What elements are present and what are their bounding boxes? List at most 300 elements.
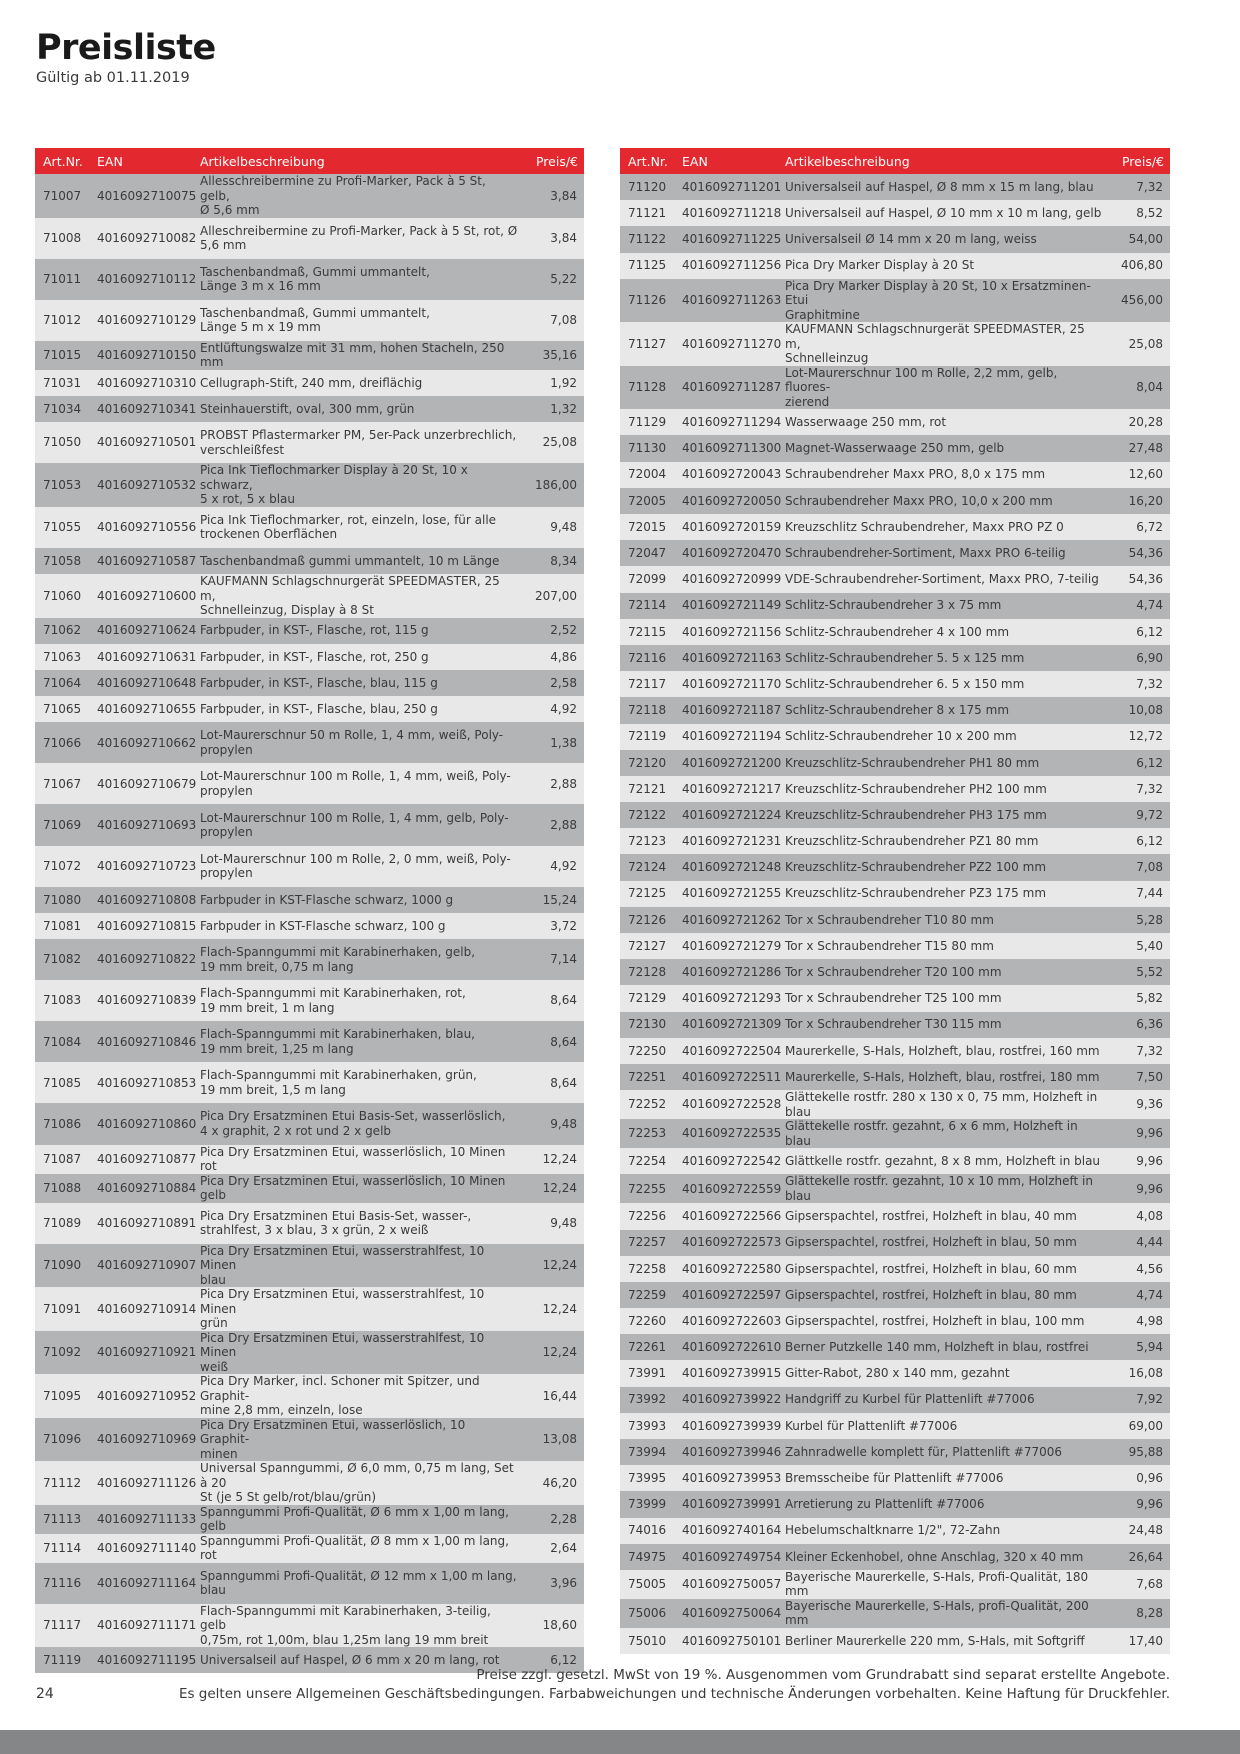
article-number: 71091 [35,1287,89,1331]
article-number: 72256 [620,1203,674,1229]
table-row [620,566,1170,592]
table-row [35,422,584,463]
article-price: 4,98 [1108,1308,1170,1334]
article-description: Kleiner Eckenhobel, ohne Anschlag, 320 x 40 mm [777,1544,1108,1570]
table-row [620,671,1170,697]
table-row [620,1570,1170,1599]
ean-code: 4016092711133 [89,1505,192,1534]
article-price: 5,52 [1108,959,1170,985]
article-number: 71117 [35,1604,89,1648]
article-number: 72122 [620,802,674,828]
article-number: 71081 [35,913,89,939]
article-price: 2,58 [522,670,584,696]
article-number: 72251 [620,1064,674,1090]
bottom-bar [0,1730,1240,1754]
article-description: Wasserwaage 250 mm, rot [777,409,1108,435]
ean-code: 4016092710655 [89,696,192,722]
table-row [620,828,1170,854]
ean-code: 4016092749754 [674,1544,777,1570]
table-row [620,959,1170,985]
article-price: 12,24 [522,1174,584,1203]
table-row [620,1038,1170,1064]
article-description: Tor x Schraubendreher T25 100 mm [777,985,1108,1011]
article-number: 71008 [35,218,89,259]
article-price: 4,92 [522,696,584,722]
article-price: 1,38 [522,722,584,763]
article-price: 3,96 [522,1563,584,1604]
ean-code: 4016092710624 [89,618,192,644]
article-number: 73994 [620,1439,674,1465]
ean-code: 4016092721170 [674,671,777,697]
ean-code: 4016092711218 [674,200,777,226]
article-description: PROBST Pflastermarker PM, 5er-Pack unzerbrechlich, verschleißfest [192,422,522,463]
table-row [620,366,1170,410]
article-price: 406,80 [1108,253,1170,279]
article-price: 6,12 [1108,750,1170,776]
article-description: Pica Dry Marker Display à 20 St [777,253,1108,279]
ean-code: 4016092721293 [674,985,777,1011]
article-description: Glättkelle rostfr. gezahnt, 8 x 8 mm, Holzheft in blau [777,1148,1108,1174]
article-price: 9,48 [522,507,584,548]
article-description: Berner Putzkelle 140 mm, Holzheft in blau, rostfrei [777,1334,1108,1360]
article-price: 4,92 [522,846,584,887]
article-price: 2,64 [522,1534,584,1563]
table-row [35,1244,584,1288]
footer-note-line-2: Es gelten unsere Allgemeinen Geschäftsbedingungen. Farbabweichungen und technische Änderungen vorbehalten. Keine Haftung für Druckfehler. [178,1686,1170,1702]
article-price: 9,96 [1108,1491,1170,1517]
article-number: 74975 [620,1544,674,1570]
article-description: Lot-Maurerschnur 100 m Rolle, 1, 4 mm, weiß, Poly- propylen [192,763,522,804]
table-row [35,887,584,913]
ean-code: 4016092710877 [89,1145,192,1174]
article-number: 71058 [35,548,89,574]
table-row [35,507,584,548]
article-number: 71089 [35,1203,89,1244]
ean-code: 4016092711126 [89,1461,192,1505]
article-price: 5,40 [1108,933,1170,959]
ean-code: 4016092750057 [674,1570,777,1599]
article-price: 4,86 [522,644,584,670]
article-price: 0,96 [1108,1465,1170,1491]
article-description: Bayerische Maurerkelle, S-Hals, Profi-Qualität, 180 mm [777,1570,1108,1599]
article-number: 71113 [35,1505,89,1534]
article-description: Gipserspachtel, rostfrei, Holzheft in blau, 50 mm [777,1230,1108,1256]
table-row [35,722,584,763]
ean-code: 4016092710600 [89,574,192,618]
table-row [35,1174,584,1203]
footer-note [179,1666,1170,1704]
article-price: 7,32 [1108,174,1170,200]
table-row [620,1090,1170,1119]
table-row [35,463,584,507]
article-description: Allesschreibermine zu Profi-Marker, Pack à 5 St, gelb, Ø 5,6 mm [192,174,522,218]
article-number: 72114 [620,593,674,619]
ean-code: 4016092722580 [674,1256,777,1282]
ean-code: 4016092710914 [89,1287,192,1331]
article-number: 71031 [35,370,89,396]
article-description: Tor x Schraubendreher T30 115 mm [777,1012,1108,1038]
article-price: 10,08 [1108,697,1170,723]
article-description: Gipserspachtel, rostfrei, Holzheft in blau, 60 mm [777,1256,1108,1282]
article-description: Steinhauerstift, oval, 300 mm, grün [192,396,522,422]
article-number: 72121 [620,776,674,802]
table-row [620,1119,1170,1148]
article-price: 5,82 [1108,985,1170,1011]
ean-code: 4016092721194 [674,724,777,750]
article-description: Universalseil Ø 14 mm x 20 m lang, weiss [777,226,1108,252]
article-number: 72099 [620,566,674,592]
article-price: 3,72 [522,913,584,939]
article-price: 6,12 [1108,828,1170,854]
ean-code: 4016092710082 [89,218,192,259]
article-description: Entlüftungswalze mit 31 mm, hohen Stacheln, 250 mm [192,341,522,370]
price-table-right [620,148,1170,1654]
table-row [35,218,584,259]
ean-code: 4016092720999 [674,566,777,592]
article-description: Bayerische Maurerkelle, S-Hals, profi-Qualität, 200 mm [777,1599,1108,1628]
article-description: Pica Dry Ersatzminen Etui Basis-Set, wasserlöslich, 4 x graphit, 2 x rot und 2 x gelb [192,1103,522,1144]
column-header-price: Preis/€ [1108,148,1170,174]
article-number: 71067 [35,763,89,804]
table-row [620,1628,1170,1654]
article-number: 72118 [620,697,674,723]
table-row [620,1465,1170,1491]
ean-code: 4016092739922 [674,1387,777,1413]
ean-code: 4016092721217 [674,776,777,802]
table-row [620,1518,1170,1544]
article-number: 71082 [35,939,89,980]
table-header-row [620,148,1170,174]
table-row [35,618,584,644]
article-price: 5,22 [522,259,584,300]
table-row [35,1461,584,1505]
ean-code: 4016092710150 [89,341,192,370]
article-description: Bremsscheibe für Plattenlift #77006 [777,1465,1108,1491]
table-row [620,619,1170,645]
table-row [620,1387,1170,1413]
article-number: 71053 [35,463,89,507]
article-price: 8,64 [522,1062,584,1103]
ean-code: 4016092721309 [674,1012,777,1038]
article-price: 9,96 [1108,1119,1170,1148]
ean-code: 4016092720470 [674,540,777,566]
article-description: Pica Dry Ersatzminen Etui, wasserstrahlfest, 10 Minen blau [192,1244,522,1288]
article-number: 71060 [35,574,89,618]
article-description: Kreuzschlitz-Schraubendreher PH2 100 mm [777,776,1108,802]
ean-code: 4016092739915 [674,1360,777,1386]
table-row [620,1413,1170,1439]
table-row [620,1064,1170,1090]
table-row [620,1308,1170,1334]
article-price: 16,20 [1108,488,1170,514]
ean-code: 4016092721231 [674,828,777,854]
ean-code: 4016092710891 [89,1203,192,1244]
table-row [35,846,584,887]
article-number: 72005 [620,488,674,514]
article-price: 5,94 [1108,1334,1170,1360]
article-description: Pica Dry Marker Display à 20 St, 10 x Ersatzminen-Etui Graphitmine [777,279,1108,323]
article-number: 71120 [620,174,674,200]
article-number: 71125 [620,253,674,279]
table-row [35,1418,584,1462]
article-description: Farbpuder, in KST-, Flasche, rot, 115 g [192,618,522,644]
column-header-ean: EAN [89,148,192,174]
article-number: 73993 [620,1413,674,1439]
article-number: 72123 [620,828,674,854]
article-number: 71011 [35,259,89,300]
table-row [620,802,1170,828]
table-row [620,724,1170,750]
article-number: 73991 [620,1360,674,1386]
article-description: Farbpuder in KST-Flasche schwarz, 100 g [192,913,522,939]
article-number: 72252 [620,1090,674,1119]
table-row [35,1021,584,1062]
article-number: 71096 [35,1418,89,1462]
article-price: 12,24 [522,1244,584,1288]
article-number: 72257 [620,1230,674,1256]
article-price: 16,44 [522,1374,584,1418]
article-description: Pica Dry Ersatzminen Etui, wasserstrahlfest, 10 Minen grün [192,1287,522,1331]
table-row [620,933,1170,959]
article-price: 2,28 [522,1505,584,1534]
ean-code: 4016092722504 [674,1038,777,1064]
ean-code: 4016092721262 [674,907,777,933]
ean-code: 4016092722597 [674,1282,777,1308]
article-price: 9,72 [1108,802,1170,828]
ean-code: 4016092721156 [674,619,777,645]
table-row [35,174,584,218]
ean-code: 4016092710952 [89,1374,192,1418]
article-description: Lot-Maurerschnur 100 m Rolle, 1, 4 mm, gelb, Poly- propylen [192,804,522,845]
ean-code: 4016092710310 [89,370,192,396]
article-price: 7,14 [522,939,584,980]
article-description: Pica Dry Ersatzminen Etui Basis-Set, wasser-, strahlfest, 3 x blau, 3 x grün, 2 x weiß [192,1203,522,1244]
article-price: 2,88 [522,763,584,804]
article-price: 8,64 [522,980,584,1021]
table-row [35,1604,584,1648]
article-description: Farbpuder, in KST-, Flasche, rot, 250 g [192,644,522,670]
article-price: 2,52 [522,618,584,644]
table-row [620,1599,1170,1628]
ean-code: 4016092710846 [89,1021,192,1062]
table-row [35,670,584,696]
ean-code: 4016092710853 [89,1062,192,1103]
article-description: Schraubendreher-Sortiment, Maxx PRO 6-teilig [777,540,1108,566]
article-description: Universalseil auf Haspel, Ø 6 mm x 20 m lang, rot [192,1647,522,1673]
ean-code: 4016092721200 [674,750,777,776]
price-table [620,148,1170,1654]
article-number: 71012 [35,300,89,341]
article-number: 71130 [620,435,674,461]
ean-code: 4016092710839 [89,980,192,1021]
article-description: Pica Dry Ersatzminen Etui, wasserlöslich, 10 Minen gelb [192,1174,522,1203]
table-row [35,1203,584,1244]
ean-code: 4016092721187 [674,697,777,723]
article-description: Alleschreibermine zu Profi-Marker, Pack à 5 St, rot, Ø 5,6 mm [192,218,522,259]
article-price: 69,00 [1108,1413,1170,1439]
article-description: Maurerkelle, S-Hals, Holzheft, blau, rostfrei, 180 mm [777,1064,1108,1090]
article-description: Schlitz-Schraubendreher 6. 5 x 150 mm [777,671,1108,697]
ean-code: 4016092711201 [674,174,777,200]
article-number: 71085 [35,1062,89,1103]
ean-code: 4016092722535 [674,1119,777,1148]
article-number: 72120 [620,750,674,776]
ean-code: 4016092710884 [89,1174,192,1203]
table-row [620,1334,1170,1360]
table-row [35,1534,584,1563]
article-price: 9,48 [522,1203,584,1244]
article-number: 72130 [620,1012,674,1038]
article-number: 71087 [35,1145,89,1174]
article-price: 54,00 [1108,226,1170,252]
article-number: 72254 [620,1148,674,1174]
ean-code: 4016092722542 [674,1148,777,1174]
article-number: 71050 [35,422,89,463]
table-row [620,593,1170,619]
article-number: 75005 [620,1570,674,1599]
article-description: Arretierung zu Plattenlift #77006 [777,1491,1108,1517]
article-description: Tor x Schraubendreher T20 100 mm [777,959,1108,985]
article-description: Pica Ink Tieflochmarker, rot, einzeln, lose, für alle trockenen Oberflächen [192,507,522,548]
article-description: Flach-Spanngummi mit Karabinerhaken, gelb, 19 mm breit, 0,75 m lang [192,939,522,980]
article-description: Gipserspachtel, rostfrei, Holzheft in blau, 80 mm [777,1282,1108,1308]
article-number: 72255 [620,1174,674,1203]
article-price: 25,08 [522,422,584,463]
article-number: 72015 [620,514,674,540]
article-description: Tor x Schraubendreher T15 80 mm [777,933,1108,959]
article-description: Kreuzschlitz-Schraubendreher PZ3 175 mm [777,881,1108,907]
article-price: 18,60 [522,1604,584,1648]
ean-code: 4016092721279 [674,933,777,959]
ean-code: 4016092711256 [674,253,777,279]
article-number: 71128 [620,366,674,410]
ean-code: 4016092710648 [89,670,192,696]
table-row [620,776,1170,802]
article-description: Tor x Schraubendreher T10 80 mm [777,907,1108,933]
article-price: 46,20 [522,1461,584,1505]
ean-code: 4016092711195 [89,1647,192,1673]
article-number: 71015 [35,341,89,370]
article-number: 71121 [620,200,674,226]
article-price: 4,44 [1108,1230,1170,1256]
article-price: 1,92 [522,370,584,396]
article-number: 71112 [35,1461,89,1505]
article-description: Lot-Maurerschnur 100 m Rolle, 2,2 mm, gelb, fluores- zierend [777,366,1108,410]
ean-code: 4016092710341 [89,396,192,422]
article-price: 9,96 [1108,1148,1170,1174]
table-row [35,300,584,341]
article-number: 72125 [620,881,674,907]
article-description: Hebelumschaltknarre 1/2", 72-Zahn [777,1518,1108,1544]
table-row [620,174,1170,200]
ean-code: 4016092710501 [89,422,192,463]
table-row [35,763,584,804]
table-row [620,1230,1170,1256]
article-description: Schlitz-Schraubendreher 5. 5 x 125 mm [777,645,1108,671]
article-price: 3,84 [522,174,584,218]
article-description: Universalseil auf Haspel, Ø 10 mm x 10 m lang, gelb [777,200,1108,226]
table-row [35,696,584,722]
table-row [620,540,1170,566]
article-price: 12,24 [522,1287,584,1331]
article-number: 71062 [35,618,89,644]
table-row [620,750,1170,776]
table-header-row [35,148,584,174]
article-price: 4,74 [1108,593,1170,619]
article-description: Spanngummi Profi-Qualität, Ø 12 mm x 1,00 m lang, blau [192,1563,522,1604]
article-price: 6,12 [522,1647,584,1673]
article-number: 72047 [620,540,674,566]
validity-date: Gültig ab 01.11.2019 [36,70,190,86]
article-description: Taschenbandmaß gummi ummantelt, 10 m Länge [192,548,522,574]
table-row [620,1012,1170,1038]
article-price: 8,28 [1108,1599,1170,1628]
ean-code: 4016092711287 [674,366,777,410]
article-description: Gipserspachtel, rostfrei, Holzheft in blau, 40 mm [777,1203,1108,1229]
ean-code: 4016092750064 [674,1599,777,1628]
article-price: 15,24 [522,887,584,913]
article-number: 72250 [620,1038,674,1064]
article-description: Farbpuder, in KST-, Flasche, blau, 115 g [192,670,522,696]
article-price: 207,00 [522,574,584,618]
article-number: 71069 [35,804,89,845]
article-description: Kreuzschlitz-Schraubendreher PZ1 80 mm [777,828,1108,854]
article-price: 9,96 [1108,1174,1170,1203]
table-row [35,1062,584,1103]
article-description: Pica Ink Tieflochmarker Display à 20 St, 10 x schwarz, 5 x rot, 5 x blau [192,463,522,507]
article-description: Kreuzschlitz-Schraubendreher PH3 175 mm [777,802,1108,828]
article-price: 7,92 [1108,1387,1170,1413]
table-row [620,1148,1170,1174]
article-price: 3,84 [522,218,584,259]
ean-code: 4016092710679 [89,763,192,804]
article-price: 7,32 [1108,1038,1170,1064]
ean-code: 4016092721163 [674,645,777,671]
article-price: 4,74 [1108,1282,1170,1308]
article-number: 71088 [35,1174,89,1203]
article-price: 7,32 [1108,671,1170,697]
footer-note-line-1: Preise zzgl. gesetzl. MwSt von 19 %. Ausgenommen vom Grundrabatt sind separat erstellte Angebote. [476,1667,1170,1683]
ean-code: 4016092710556 [89,507,192,548]
article-number: 75006 [620,1599,674,1628]
article-description: Farbpuder in KST-Flasche schwarz, 1000 g [192,887,522,913]
article-description: Pica Dry Ersatzminen Etui, wasserlöslich, 10 Graphit- minen [192,1418,522,1462]
table-row [35,574,584,618]
article-number: 75010 [620,1628,674,1654]
article-description: Berliner Maurerkelle 220 mm, S-Hals, mit Softgriff [777,1628,1108,1654]
article-price: 8,52 [1108,200,1170,226]
article-number: 72258 [620,1256,674,1282]
ean-code: 4016092711270 [674,322,777,366]
table-row [35,804,584,845]
column-header-art-nr: Art.Nr. [35,148,89,174]
article-description: Kreuzschlitz Schraubendreher, Maxx PRO PZ 0 [777,514,1108,540]
article-description: Flach-Spanngummi mit Karabinerhaken, 3-teilig, gelb 0,75m, rot 1,00m, blau 1,25m lang 19 mm breit [192,1604,522,1648]
ean-code: 4016092711164 [89,1563,192,1604]
ean-code: 4016092722573 [674,1230,777,1256]
table-row [620,409,1170,435]
article-description: Schlitz-Schraubendreher 8 x 175 mm [777,697,1108,723]
article-description: Gipserspachtel, rostfrei, Holzheft in blau, 100 mm [777,1308,1108,1334]
article-price: 12,24 [522,1145,584,1174]
article-description: Lot-Maurerschnur 50 m Rolle, 1, 4 mm, weiß, Poly- propylen [192,722,522,763]
table-row [620,435,1170,461]
article-price: 2,88 [522,804,584,845]
article-description: VDE-Schraubendreher-Sortiment, Maxx PRO, 7-teilig [777,566,1108,592]
article-price: 7,68 [1108,1570,1170,1599]
table-row [620,985,1170,1011]
article-price: 7,50 [1108,1064,1170,1090]
